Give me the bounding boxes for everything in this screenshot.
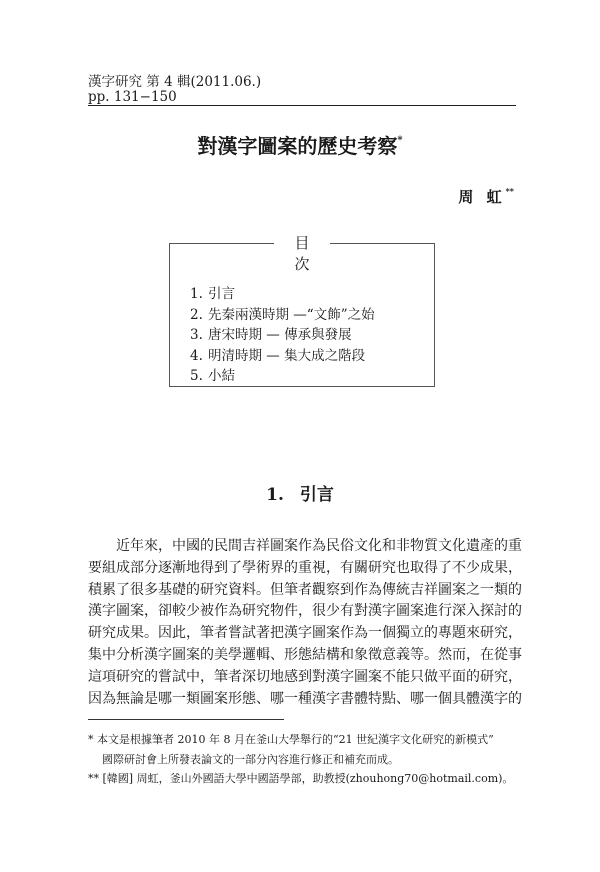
section-number: 1.: [266, 485, 284, 505]
author-name-text: 周 虹: [458, 188, 506, 206]
section-heading: [0, 480, 600, 505]
body-line: 近年來，中國的民間吉祥圖案作為民俗文化和非物質文化遺產的重: [116, 538, 522, 554]
toc-item[interactable]: [190, 346, 375, 367]
toc-item[interactable]: [190, 305, 375, 326]
toc-item-label: 小結: [208, 368, 235, 384]
toc-list: [190, 284, 375, 387]
toc-title: 目 次: [274, 232, 330, 274]
title-footnote-mark[interactable]: *: [397, 135, 403, 146]
body-line: 這項研究的嘗試中，筆者深切地感到對漢字圖案不能只做平面的研究，: [88, 668, 522, 685]
toc-item[interactable]: [190, 366, 375, 387]
toc-item-label: 先秦兩漢時期 —“文飾”之始: [208, 306, 375, 323]
toc-item-number: 3.: [190, 327, 203, 343]
journal-info: 漢字研究 第 4 輯(2011.06.): [88, 74, 262, 90]
toc-item-number: 4.: [190, 347, 203, 364]
toc-item[interactable]: [190, 325, 375, 346]
article-title-text: 對漢字圖案的歷史考察: [197, 134, 398, 158]
body-line: 要組成部分逐漸地得到了學術界的重視，有關研究也取得了不少成果，: [88, 559, 522, 576]
body-line: 因為無論是哪一類圖案形態、哪一種漢字書體特點、哪一個具體漢字的: [88, 690, 522, 707]
body-line: 積累了很多基礎的研究資料。但筆者觀察到作為傳統吉祥圖案之一類的: [88, 581, 522, 598]
toc-item-label: 明清時期 — 集大成之階段: [208, 347, 366, 364]
section-title: 引言: [299, 485, 334, 505]
author-footnote-mark[interactable]: **: [505, 186, 514, 196]
body-line: 研究成果。因此，筆者嘗試著把漢字圖案作為一個獨立的專題來研究，: [88, 625, 522, 642]
toc-item-number: 2.: [190, 306, 203, 323]
author-name: [458, 186, 514, 207]
footnotes: [88, 730, 518, 789]
footnote-1-line-2: 國際研討會上所發表論文的一部分內容進行修正和補充而成。: [102, 752, 399, 766]
footnote-1-line-1: * 本文是根據筆者 2010 年 8 月在釜山大學舉行的“21 世紀漢字文化研究的新模式”: [88, 733, 494, 746]
body-line: 集中分析漢字圖案的美學邏輯、形態結構和象徵意義等。然而，在從事: [88, 646, 522, 663]
toc-item-label: 引言: [208, 286, 235, 302]
toc-item-label: 唐宋時期 — 傳承與發展: [208, 327, 352, 343]
body-paragraph: [88, 536, 522, 710]
page-range: pp. 131−150: [88, 89, 177, 105]
body-line: 漢字圖案，卻較少被作為研究物件，很少有對漢字圖案進行深入探討的: [88, 603, 522, 620]
toc-item-number: 5.: [190, 368, 203, 384]
footnote-2: ** [韓國] 周虹，釜山外國語大學中國語學部，助教授(zhouhong70@hotmail.com)。: [88, 772, 514, 785]
footnote-divider: [88, 719, 284, 720]
article-title: [0, 130, 600, 159]
toc-item[interactable]: [190, 284, 375, 305]
toc-item-number: 1.: [190, 286, 203, 302]
header-divider: [88, 105, 516, 106]
